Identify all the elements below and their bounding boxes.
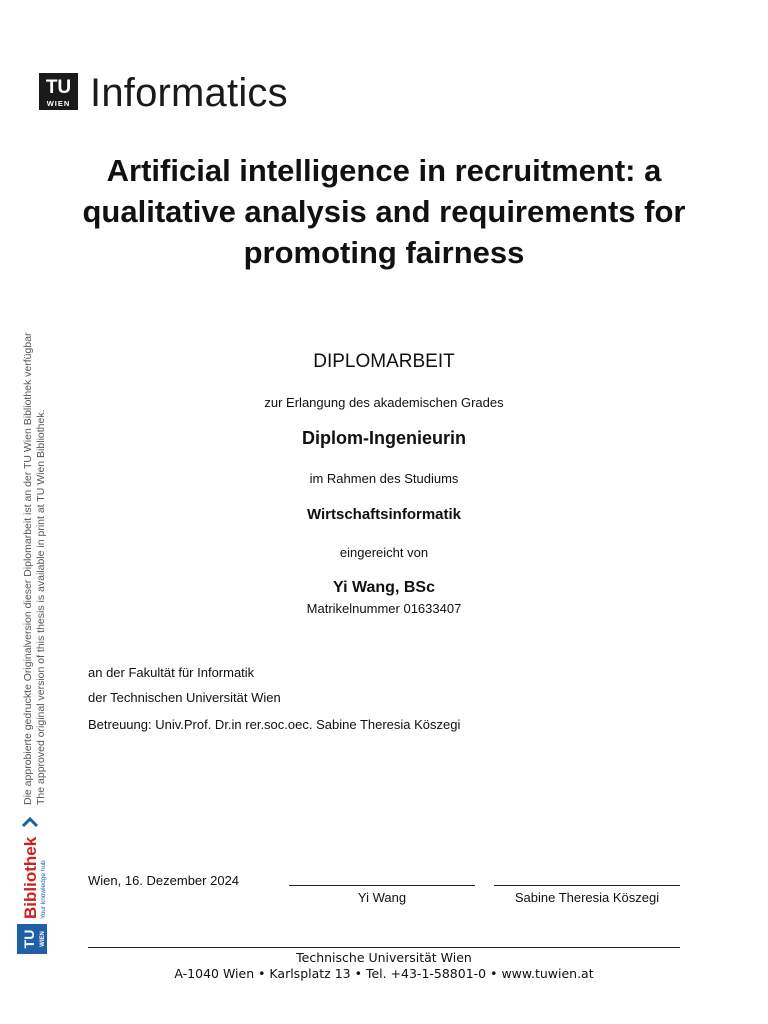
supervisor-signature-name: Sabine Theresia Köszegi bbox=[514, 890, 660, 905]
document-type: DIPLOMARBEIT bbox=[313, 351, 455, 372]
library-logo-tagline: Your knowledge hub bbox=[40, 860, 47, 919]
supervision-line: Betreuung: Univ.Prof. Dr.in rer.soc.oec. Sabine Theresia Köszegi bbox=[88, 717, 461, 732]
matriculation-number: Matrikelnummer 01633407 bbox=[306, 601, 462, 616]
footer-institution: Technische Universität Wien bbox=[296, 950, 472, 965]
study-name: Wirtschaftsinformatik bbox=[306, 506, 462, 523]
chevron-right-icon bbox=[23, 819, 37, 826]
submitted-by-label: eingereicht von bbox=[339, 545, 429, 560]
tu-logo-wien: WIEN bbox=[46, 99, 71, 108]
footer-address: A-1040 Wien • Karlsplatz 13 • Tel. +43-1-58801-0 • www.tuwien.at bbox=[174, 966, 594, 981]
side-note-english: The approved original version of this thesis is available in print at TU Wien Bibliothek. bbox=[35, 409, 47, 805]
degree-intro: zur Erlangung des akademischen Grades bbox=[264, 395, 504, 410]
degree-name: Diplom-Ingenieurin bbox=[302, 428, 466, 448]
author-signature-line bbox=[289, 885, 475, 886]
tu-wien-logo bbox=[39, 73, 78, 110]
library-logo-tu: TU bbox=[21, 929, 37, 949]
footer-divider bbox=[88, 947, 680, 948]
university-line: der Technischen Universität Wien bbox=[88, 690, 281, 705]
tu-bibliothek-logo bbox=[15, 808, 47, 954]
supervisor-signature-line bbox=[494, 885, 680, 886]
faculty-line: an der Fakultät für Informatik bbox=[88, 665, 255, 680]
library-logo-bibliothek: Bibliothek bbox=[21, 836, 40, 919]
side-note-german: Die approbierte gedruckte Originalversion dieser Diplomarbeit ist an der TU Wien Bibliothek verfügbar bbox=[22, 332, 34, 805]
thesis-title: Artificial intelligence in recruitment: a qualitative analysis and requirements for promoting fairness bbox=[82, 153, 686, 270]
place-date: Wien, 16. Dezember 2024 bbox=[88, 873, 240, 888]
brand-wordmark: Informatics bbox=[90, 71, 288, 115]
study-intro: im Rahmen des Studiums bbox=[309, 471, 459, 486]
author-name: Yi Wang, BSc bbox=[333, 579, 435, 596]
tu-logo-mark: TU bbox=[45, 77, 72, 98]
library-logo-wien: WIEN bbox=[40, 931, 46, 947]
author-signature-name: Yi Wang bbox=[357, 890, 407, 905]
